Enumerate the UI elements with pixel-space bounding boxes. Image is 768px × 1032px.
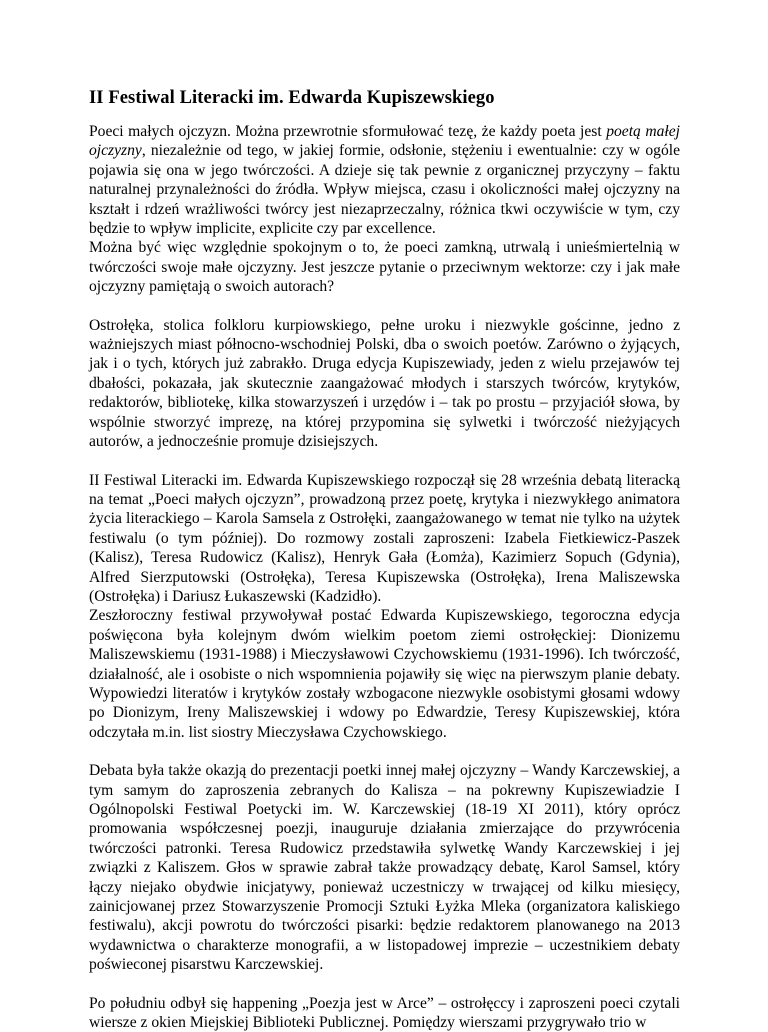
paragraph-intro-text-b: , niezależnie od tego, w jakiej formie, odsłonie, stężeniu i ewentualnie: czy w ogóle pojawia się ona w jego twórczości. A dzieje się tak pewnie z organicznej przyczyny – faktu naturalnej przynależności do źródła. Wpływ miejsca, czasu i okoliczności małej ojczyzny na kształt i rdzeń wrażliwości twórcy jest niezaprzeczalny, różnica tkwi oczywiście w tym, czy będzie to wpływ implicite, explicite czy par excellence. <box>89 142 680 238</box>
paragraph-spacer <box>89 297 680 316</box>
paragraph-last-year: Zeszłoroczny festiwal przywoływał postać Edwarda Kupiszewskiego, tegoroczna edycja poświęcona była kolejnym dwóm wielkim poetom ziemi ostrołęckiej: Dionizemu Maliszewskiemu (1931-1988) i Mieczysławowi Czychowskiemu (1931-1996). Ich twórczość, działalność, ale i osobiste o nich wspomnienia pojawiły się więc na pierwszym planie debaty. Wypowiedzi literatów i krytyków zostały wzbogacone niezwykle osobistymi głosami wdowy po Dionizym, Ireny Maliszewskiej i wdowy po Edwardzie, Teresy Kupiszewskiej, która odczytała m.in. list siostry Mieczysława Czychowskiego. <box>89 607 680 741</box>
paragraph-intro <box>89 122 680 238</box>
paragraph-spacer <box>89 742 680 761</box>
paragraph-spacer <box>89 975 680 994</box>
paragraph-intro-text-a: Poeci małych ojczyzn. Można przewrotnie sformułować tezę, że każdy poeta jest <box>89 123 607 140</box>
paragraph-ostroleka: Ostrołęka, stolica folkloru kurpiowskiego, pełne uroku i niezwykle gościnne, jedno z ważniejszych miast północno-wschodniej Polski, dba o swoich poetów. Zarówno o żyjących, jak i o tych, których już zabrakło. Druga edycja Kupiszewiady, jeden z wielu przejawów tej dbałości, pokazała, jak skutecznie zaangażować młodych i starszych twórców, krytyków, redaktorów, bibliotekę, kilka stowarzyszeń i urzędów i – tak po prostu – przyjaciół słowa, by wspólnie stworzyć imprezę, na której przypomina się sylwetki i twórczość nieżyjących autorów, a jednocześnie promuje dzisiejszych. <box>89 316 680 451</box>
paragraph-happening: Po południu odbył się happening „Poezja jest w Arce” – ostrołęccy i zaproszeni poeci czytali wiersze z okien Miejskiej Biblioteki Publicznej. Pomiędzy wierszami przygrywało trio w <box>89 994 680 1032</box>
document-title: II Festiwal Literacki im. Edwarda Kupiszewskiego <box>89 88 495 108</box>
paragraph-intro-emphasis: poetą małej ojczyzny <box>89 123 681 160</box>
paragraph-spacer <box>89 452 680 471</box>
document-page <box>89 86 680 1032</box>
paragraph-festival-start: II Festiwal Literacki im. Edwarda Kupiszewskiego rozpoczął się 28 września debatą literacką na temat „Poeci małych ojczyzn”, prowadzoną przez poetę, krytyka i niezwykłego animatora życia literackiego – Karola Samsela z Ostrołęki, zaangażowanego w temat nie tylko na użytek festiwalu (o tym później). Do rozmowy zostali zaproszeni: Izabela Fietkiewicz-Paszek (Kalisz), Teresa Rudowicz (Kalisz), Henryk Gała (Łomża), Kazimierz Sopuch (Gdynia), Alfred Sierzputowski (Ostrołęka), Teresa Kupiszewska (Ostrołęka), Irena Maliszewska (Ostrołęka) i Dariusz Łukaszewski (Kadzidło). <box>89 471 680 605</box>
paragraph-question: Można być więc względnie spokojnym o to, że poeci zamkną, utrwalą i unieśmiertelnią w twórczości swoje małe ojczyzny. Jest jeszcze pytanie o przeciwnym wektorze: czy i jak małe ojczyzny pamiętają o swoich autorach? <box>89 239 680 296</box>
paragraph-debate: Debata była także okazją do prezentacji poetki innej małej ojczyzny – Wandy Karczewskiej, a tym samym do zaproszenia zebranych do Kalisza – na pokrewny Kupiszewiadzie I Ogólnopolski Festiwal Poetycki im. W. Karczewskiej (18-19 XI 2011), który oprócz promowania współczesnej poezji, inauguruje działania zmierzające do przywrócenia twórczości patronki. Teresa Rudowicz przedstawiła sylwetkę Wandy Karczewskiej i jej związki z Kaliszem. Głos w sprawie zabrał także prowadzący debatę, Karol Samsel, który łączy niejako obydwie inicjatywy, ponieważ uczestniczy w trwającej od kilku miesięcy, zainicjowanej przez Stowarzyszenie Promocji Sztuki Łyżka Mleka (organizatora kaliskiego festiwalu), akcji powrotu do twórczości pisarki: będzie redaktorem planowanego na 2013 wydawnictwa o charakterze monografii, a w listopadowej imprezie – uczestnikiem debaty poświeconej pisarstwu Karczewskiej. <box>89 762 680 974</box>
